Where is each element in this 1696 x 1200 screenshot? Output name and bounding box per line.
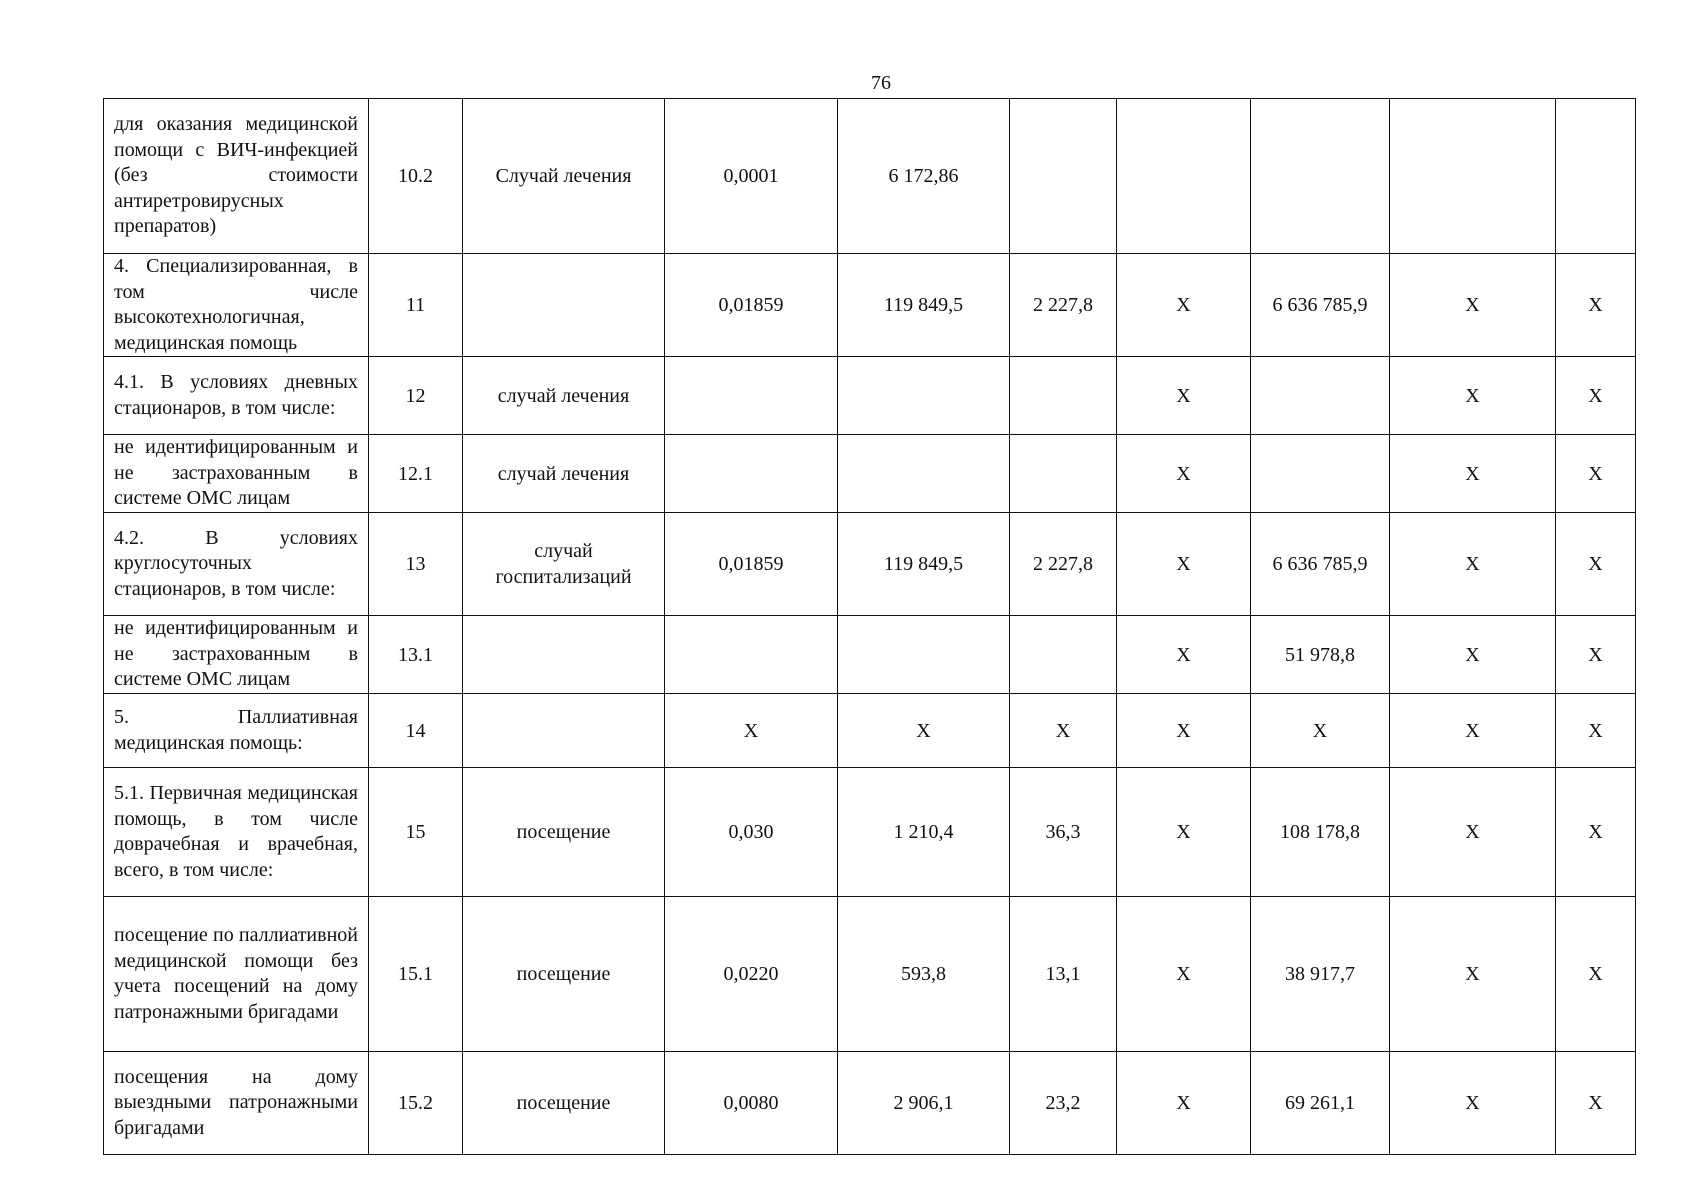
col9-cell: X [1390, 616, 1556, 694]
total-cost-cell: 69 261,1 [1251, 1052, 1390, 1155]
volume-norm-cell [665, 616, 838, 694]
col10-cell [1556, 99, 1636, 254]
cost-norm-cell [838, 357, 1010, 435]
unit-cell: случай лечения [463, 357, 665, 435]
cost-norm-cell: 593,8 [838, 897, 1010, 1052]
unit-cell: посещение [463, 1052, 665, 1155]
per-capita-cell: 23,2 [1010, 1052, 1117, 1155]
cost-norm-cell [838, 435, 1010, 513]
per-capita-cell: 13,1 [1010, 897, 1117, 1052]
col7-cell: X [1117, 357, 1251, 435]
unit-cell [463, 694, 665, 768]
table-row [104, 357, 1636, 435]
table-row [104, 768, 1636, 897]
col10-cell: X [1556, 435, 1636, 513]
row-name-cell: не идентифицированным и не застрахованным в системе ОМС лицам [104, 435, 369, 513]
row-name-cell: для оказания медицинской помощи с ВИЧ-инфекцией (без стоимости антиретровирусных препаратов) [104, 99, 369, 254]
unit-cell: случай лечения [463, 435, 665, 513]
volume-norm-cell: X [665, 694, 838, 768]
col9-cell: X [1390, 357, 1556, 435]
col7-cell: X [1117, 768, 1251, 897]
col9-cell: X [1390, 897, 1556, 1052]
col10-cell: X [1556, 897, 1636, 1052]
col10-cell: X [1556, 694, 1636, 768]
col9-cell: X [1390, 513, 1556, 616]
unit-cell: Случай лечения [463, 99, 665, 254]
total-cost-cell [1251, 357, 1390, 435]
col7-cell: X [1117, 435, 1251, 513]
col7-cell: X [1117, 694, 1251, 768]
per-capita-cell [1010, 435, 1117, 513]
total-cost-cell [1251, 435, 1390, 513]
line-number-cell: 10.2 [369, 99, 463, 254]
table-row [104, 99, 1636, 254]
total-cost-cell: 6 636 785,9 [1251, 254, 1390, 357]
table-row [104, 897, 1636, 1052]
row-name-cell: 4. Специализированная, в том числе высокотехнологичная, медицинская помощь [104, 254, 369, 357]
volume-norm-cell: 0,030 [665, 768, 838, 897]
col9-cell: X [1390, 435, 1556, 513]
row-name-cell: не идентифицированным и не застрахованным в системе ОМС лицам [104, 616, 369, 694]
cost-norm-cell: 119 849,5 [838, 513, 1010, 616]
volume-norm-cell: 0,0001 [665, 99, 838, 254]
line-number-cell: 13 [369, 513, 463, 616]
volume-norm-cell: 0,01859 [665, 513, 838, 616]
line-number-cell: 11 [369, 254, 463, 357]
col7-cell: X [1117, 616, 1251, 694]
table-row [104, 616, 1636, 694]
col9-cell: X [1390, 768, 1556, 897]
col9-cell: X [1390, 694, 1556, 768]
cost-norm-cell [838, 616, 1010, 694]
line-number-cell: 12 [369, 357, 463, 435]
per-capita-cell [1010, 99, 1117, 254]
col10-cell: X [1556, 357, 1636, 435]
row-name-cell: 4.2. В условиях круглосуточных стационаров, в том числе: [104, 513, 369, 616]
cost-norm-cell: 6 172,86 [838, 99, 1010, 254]
total-cost-cell: 6 636 785,9 [1251, 513, 1390, 616]
col7-cell: X [1117, 513, 1251, 616]
cost-norm-cell: 2 906,1 [838, 1052, 1010, 1155]
unit-cell: посещение [463, 897, 665, 1052]
volume-norm-cell: 0,0220 [665, 897, 838, 1052]
per-capita-cell: X [1010, 694, 1117, 768]
total-cost-cell: 108 178,8 [1251, 768, 1390, 897]
cost-norm-cell: 119 849,5 [838, 254, 1010, 357]
unit-cell [463, 616, 665, 694]
total-cost-cell: 38 917,7 [1251, 897, 1390, 1052]
table-row [104, 1052, 1636, 1155]
unit-cell: случай госпитализаций [463, 513, 665, 616]
col7-cell: X [1117, 1052, 1251, 1155]
per-capita-cell: 2 227,8 [1010, 254, 1117, 357]
volume-norm-cell: 0,01859 [665, 254, 838, 357]
col7-cell [1117, 99, 1251, 254]
total-cost-cell: X [1251, 694, 1390, 768]
unit-cell: посещение [463, 768, 665, 897]
col7-cell: X [1117, 254, 1251, 357]
per-capita-cell: 2 227,8 [1010, 513, 1117, 616]
line-number-cell: 12.1 [369, 435, 463, 513]
financing-table [103, 98, 1636, 1155]
table-row [104, 254, 1636, 357]
col10-cell: X [1556, 254, 1636, 357]
col10-cell: X [1556, 513, 1636, 616]
line-number-cell: 13.1 [369, 616, 463, 694]
col9-cell: X [1390, 1052, 1556, 1155]
row-name-cell: 4.1. В условиях дневных стационаров, в том числе: [104, 357, 369, 435]
table-row [104, 435, 1636, 513]
col10-cell: X [1556, 616, 1636, 694]
total-cost-cell: 51 978,8 [1251, 616, 1390, 694]
total-cost-cell [1251, 99, 1390, 254]
per-capita-cell [1010, 616, 1117, 694]
table-row [104, 694, 1636, 768]
line-number-cell: 14 [369, 694, 463, 768]
cost-norm-cell: X [838, 694, 1010, 768]
row-name-cell: посещения на дому выездными патронажными бригадами [104, 1052, 369, 1155]
volume-norm-cell: 0,0080 [665, 1052, 838, 1155]
cost-norm-cell: 1 210,4 [838, 768, 1010, 897]
per-capita-cell: 36,3 [1010, 768, 1117, 897]
col7-cell: X [1117, 897, 1251, 1052]
per-capita-cell [1010, 357, 1117, 435]
row-name-cell: 5.1. Первичная медицинская помощь, в том числе доврачебная и врачебная, всего, в том числе: [104, 768, 369, 897]
table-row [104, 513, 1636, 616]
volume-norm-cell [665, 357, 838, 435]
line-number-cell: 15 [369, 768, 463, 897]
volume-norm-cell [665, 435, 838, 513]
col9-cell: X [1390, 254, 1556, 357]
row-name-cell: посещение по паллиативной медицинской помощи без учета посещений на дому патронажными бригадами [104, 897, 369, 1052]
page-number: 76 [871, 72, 891, 94]
col10-cell: X [1556, 1052, 1636, 1155]
unit-cell [463, 254, 665, 357]
col10-cell: X [1556, 768, 1636, 897]
line-number-cell: 15.1 [369, 897, 463, 1052]
col9-cell [1390, 99, 1556, 254]
line-number-cell: 15.2 [369, 1052, 463, 1155]
row-name-cell: 5. Паллиативная медицинская помощь: [104, 694, 369, 768]
